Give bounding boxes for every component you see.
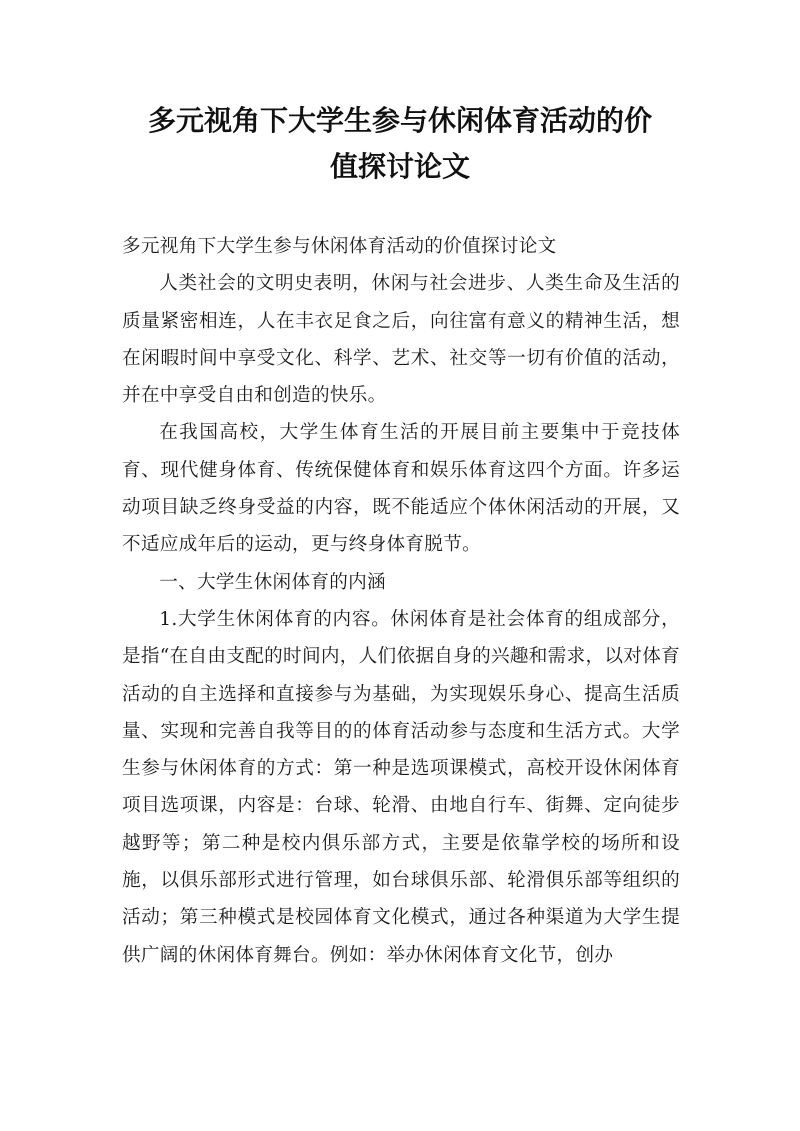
paragraph-civilization: 人类社会的文明史表明，休闲与社会进步、人类生命及生活的质量紧密相连，人在丰衣足食之后，向往富有意义的精神生活，想在闲暇时间中享受文化、科学、艺术、社交等一切有价值的活动，并在中享受自由和创造的快乐。 [122,273,680,407]
paragraph-universities: 在我国高校，大学生体育生活的开展目前主要集中于竞技体育、现代健身体育、传统保健体育和娱乐体育这四个方面。许多运动项目缺乏终身受益的内容，既不能适应个体休闲活动的开展，又不适应成年后的运动，更与终身体育脱节。 [122,422,680,556]
section-heading: 一、大学生休闲体育的内涵 [159,571,386,593]
title-line-1: 多元视角下大学生参与休闲体育活动的价 [147,104,652,137]
title-line-2: 值探讨论文 [329,150,470,183]
page-title [100,98,700,190]
paragraph-content: 1.大学生休闲体育的内容。休闲体育是社会体育的组成部分，是指“在自由支配的时间内，人们依据自身的兴趣和需求，以对体育活动的自主选择和直接参与为基础，为实现娱乐身心、提高生活质量、实现和完善自我等目的的体育活动参与态度和生活方式。大学生参与休闲体育的方式：第一种是选项课模式，高校开设休闲体育项目选项课，内容是：台球、轮滑、由地自行车、街舞、定向徒步越野等；第二种是校内俱乐部方式，主要是依靠学校的场所和设施，以俱乐部形式进行管理，如台球俱乐部、轮滑俱乐部等组织的活动；第三种模式是校园体育文化模式，通过各种渠道为大学生提供广阔的休闲体育舞台。例如：举办休闲体育文化节，创办 [122,608,680,966]
document-body [122,228,680,974]
subtitle-paragraph: 多元视角下大学生参与休闲体育活动的价值探讨论文 [122,236,557,257]
